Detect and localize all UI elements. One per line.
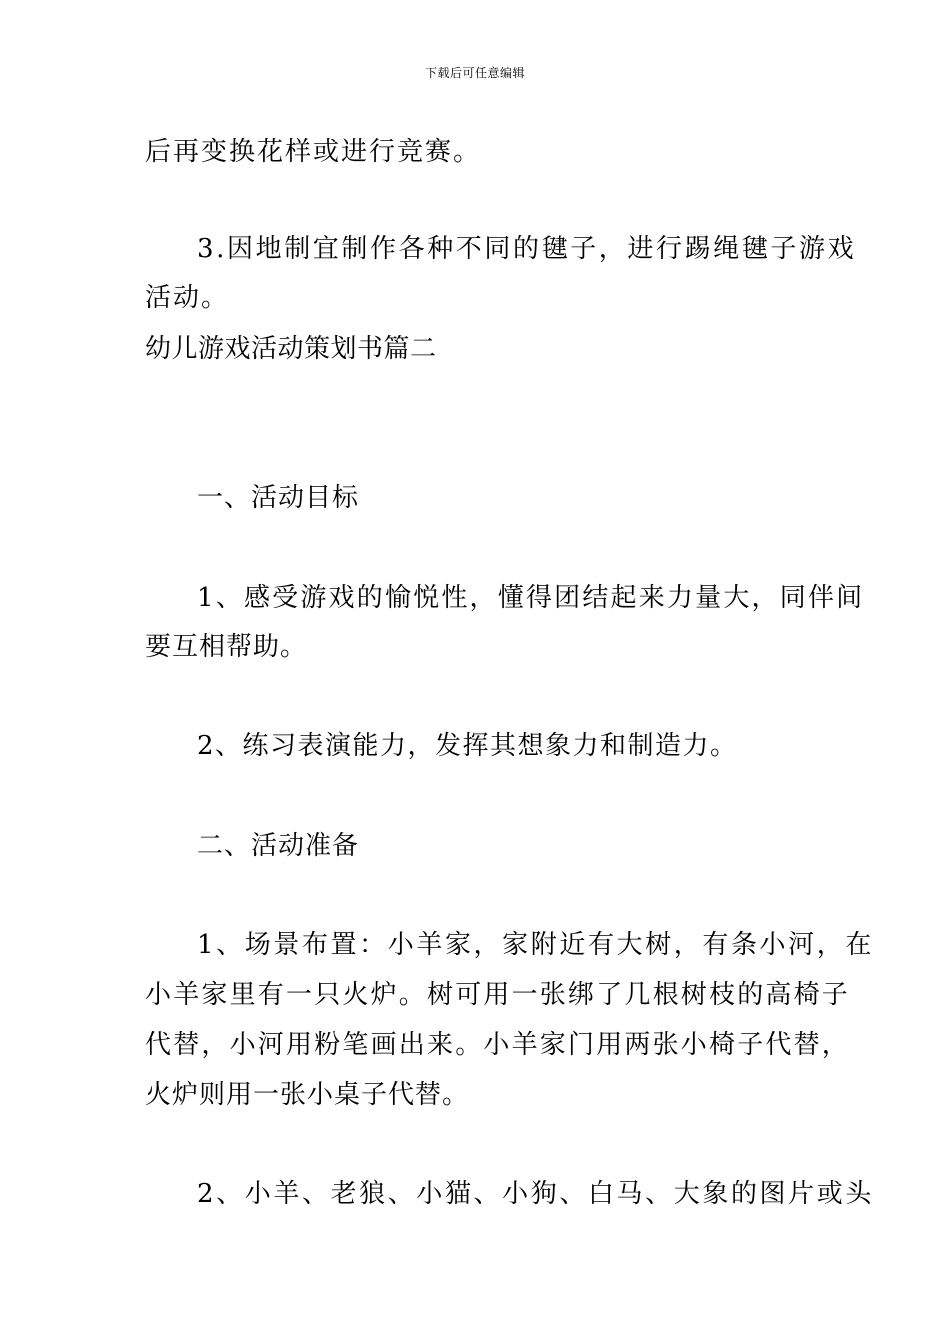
text-line-12: 代替，小河用粉笔画出来。小羊家门用两张小椅子代替，	[145, 1030, 851, 1060]
text-line-8: 2、练习表演能力，发挥其想象力和制造力。	[197, 731, 738, 761]
heading-activity-prep: 二、活动准备	[197, 831, 360, 861]
text-line-7: 要互相帮助。	[145, 632, 308, 662]
text-line-6: 1、感受游戏的愉悦性，懂得团结起来力量大，同伴间	[197, 583, 865, 613]
text-line-3: 活动。	[145, 283, 230, 313]
text-line-1: 后再变换花样或进行竞赛。	[145, 137, 482, 167]
heading-activity-goals: 一、活动目标	[197, 483, 360, 513]
text-line-11: 小羊家里有一只火炉。树可用一张绑了几根树枝的高椅子	[145, 980, 851, 1010]
text-line-14: 2、小羊、老狼、小猫、小狗、白马、大象的图片或头	[197, 1179, 874, 1209]
section-title: 幼儿游戏活动策划书篇二	[145, 334, 437, 364]
text-line-2: 3.因地制宜制作各种不同的毽子，进行踢绳毽子游戏	[197, 234, 857, 264]
text-line-10: 1、场景布置：小羊家，家附近有大树，有条小河，在	[197, 930, 874, 960]
page-header: 下载后可任意编辑	[424, 66, 525, 80]
text-line-13: 火炉则用一张小桌子代替。	[145, 1080, 470, 1110]
